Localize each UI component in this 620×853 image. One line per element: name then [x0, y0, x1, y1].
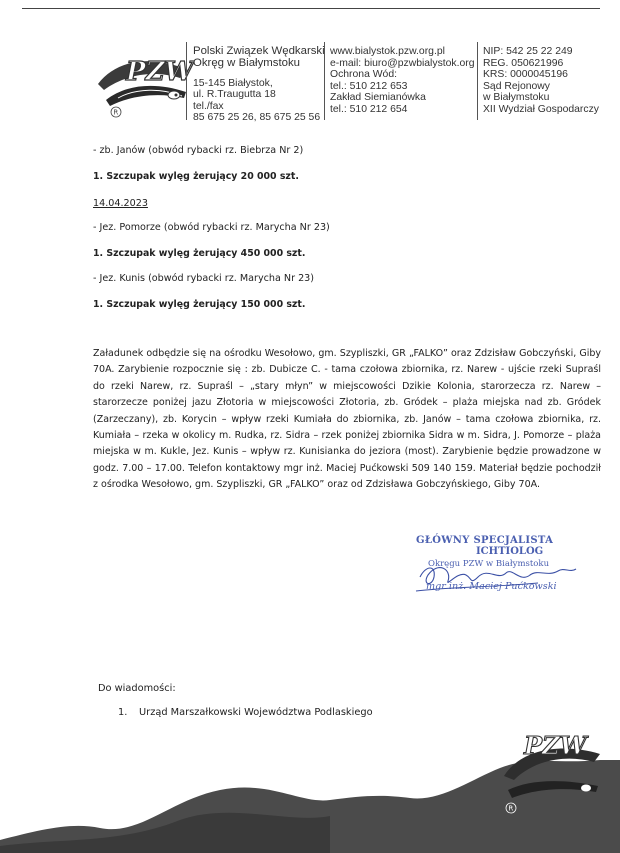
footer-hills-graphic — [0, 720, 620, 853]
location-entry: - Jez. Pomorze (obwód rybacki rz. Marycha Nr 23) — [93, 222, 330, 233]
distribution-label: Do wiadomości: — [98, 683, 176, 694]
stamp-subtitle: ICHTIOLOG — [476, 546, 544, 557]
address-line: tel./fax — [193, 100, 224, 112]
header-contact-block — [330, 46, 478, 116]
stamp-org: Okręgu PZW w Białymstoku — [428, 559, 550, 569]
phone-line: 85 675 25 26, 85 675 25 56 — [193, 112, 321, 124]
distribution-item — [118, 707, 373, 718]
footer-registered-mark: R — [508, 804, 514, 813]
header-divider — [186, 42, 187, 120]
item-text: Urząd Marszałkowski Województwa Podlaskiego — [139, 707, 373, 718]
address-line: 15-145 Białystok, — [193, 77, 273, 89]
website-text: www.bialystok.pzw.org.pl — [330, 46, 445, 57]
location-entry: - zb. Janów (obwód rybacki rz. Biebrza Nr 2) — [93, 145, 304, 156]
guard-phone: tel.: 510 212 653 — [330, 80, 408, 92]
krs-text: KRS: 0000045196 — [483, 69, 568, 81]
logo-text: PZW — [126, 57, 194, 87]
location-entry: - Jez. Kunis (obwód rybacki rz. Marycha Nr 23) — [93, 273, 315, 284]
registered-mark: R — [113, 108, 119, 117]
top-border-rule — [22, 8, 600, 9]
court-text: Sąd Rejonowy — [483, 80, 551, 92]
guard-label: Ochrona Wód: — [330, 69, 397, 81]
stock-entry: 1. Szczupak wylęg żerujący 20 000 szt. — [93, 171, 299, 182]
header-registry-block — [483, 46, 603, 116]
court-text: w Białymstoku — [483, 92, 550, 104]
footer-logo-text: PZW — [524, 731, 587, 760]
header-org-block — [193, 46, 325, 124]
stamp-title: GŁÓWNY SPECJALISTA — [416, 535, 554, 546]
official-stamp — [408, 533, 584, 603]
plant-label: Zakład Siemianówka — [330, 92, 426, 104]
email-text: e-mail: biuro@pzwbialystok.org — [330, 57, 475, 69]
address-line: ul. R.Traugutta 18 — [193, 89, 276, 101]
stamp-name: mgr inż. Maciej Pućkowski — [426, 581, 557, 592]
court-text: XII Wydział Gospodarczy — [483, 103, 599, 115]
org-name: Polski Związek Wędkarski — [193, 45, 325, 57]
date-heading: 14.04.2023 — [93, 198, 148, 209]
plant-phone: tel.: 510 212 654 — [330, 103, 408, 115]
details-paragraph: Załadunek odbędzie się na ośrodku Wesołowo, gm. Szypliszki, GR „FALKO” oraz Zdzisław Gobczyński, Giby 70A. Zarybienie rozpocznie się : zb. Dubicze C. - tama czołowa zbiornika, rz. Narew - ujście rzeki Supraśl do rzeki Narew, rz. Supraśl – „stary młyn” w miejscowości Dzikie Kolonia, starorzecza rz. Narew – starorzecze poniżej jazu Złotoria w miejscowości Złotoria, zb. Gródek – plaża miejska nad zb. Gródek (Zarzeczany), zb. Korycin – wpływ rzeki Kumiała do zbiornika, zb. Janów – tama czołowa zbiornika, rz. Kumiała – rzeka w okolicy m. Rudka, rz. Sidra – rzek poniżej zbiornika Sidra w m. Sidra, J. Pomorze – plaża miejska w m. Kukle, Jez. Kunis – wpływ rz. Kunisianka do jeziora (most). Zarybienie będzie prowadzone w godz. 7.00 – 17.00. Telefon kontaktowy mgr inż. Maciej Pućkowski 509 140 159. Materiał będzie pochodził z ośrodka Wesołowo, gm. Szypliszki, GR „FALKO” oraz od Zdzisława Gobczyńskiego, Giby 70A. — [93, 348, 601, 491]
pzw-logo-icon — [96, 40, 194, 120]
scan-speck — [596, 148, 602, 154]
regon-text: REG. 050621996 — [483, 57, 564, 69]
stock-entry: 1. Szczupak wylęg żerujący 450 000 szt. — [93, 248, 306, 259]
item-number: 1. — [118, 707, 128, 718]
stock-entry: 1. Szczupak wylęg żerujący 150 000 szt. — [93, 299, 306, 310]
org-district: Okręg w Białymstoku — [193, 56, 300, 69]
nip-text: NIP: 542 25 22 249 — [483, 46, 573, 57]
